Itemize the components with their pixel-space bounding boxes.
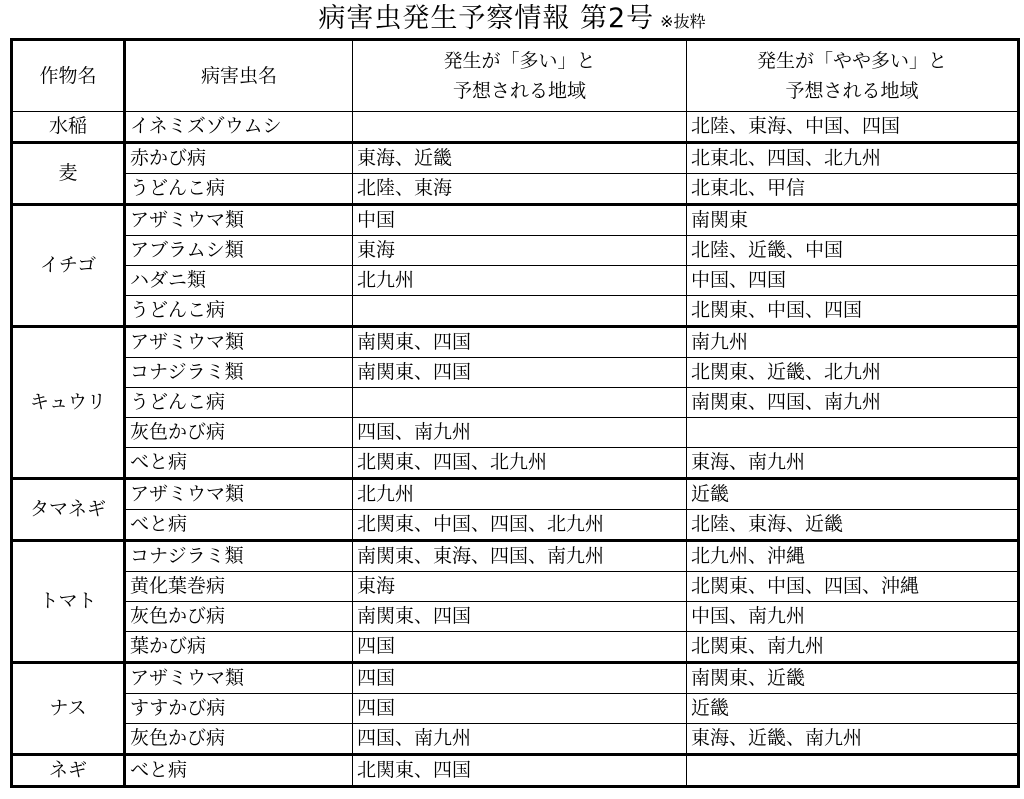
table-row [12, 724, 1019, 755]
pest-cell: べと病 [125, 755, 353, 787]
many-region-cell: 北関東、四国、北九州 [353, 448, 687, 479]
slightly-many-region-cell: 北東北、四国、北九州 [687, 143, 1019, 174]
pest-cell: ハダニ類 [125, 266, 353, 296]
crop-cell: トマト [12, 541, 125, 663]
table-row [12, 327, 1019, 358]
many-region-cell: 中国 [353, 205, 687, 236]
slightly-many-region-cell: 近畿 [687, 479, 1019, 510]
table-row [12, 112, 1019, 143]
table-row [12, 510, 1019, 541]
many-region-cell: 北九州 [353, 266, 687, 296]
many-region-cell: 東海 [353, 236, 687, 266]
table-row [12, 205, 1019, 236]
slightly-many-region-cell: 南関東、近畿 [687, 663, 1019, 694]
table-row [12, 358, 1019, 388]
pest-cell: べと病 [125, 510, 353, 541]
pest-cell: 灰色かび病 [125, 602, 353, 632]
table-row [12, 541, 1019, 572]
header-many [353, 40, 687, 112]
many-region-cell: 北九州 [353, 479, 687, 510]
table-row [12, 266, 1019, 296]
slightly-many-region-cell: 中国、南九州 [687, 602, 1019, 632]
many-region-cell: 四国 [353, 663, 687, 694]
crop-cell: ネギ [12, 755, 125, 787]
pest-cell: アブラムシ類 [125, 236, 353, 266]
pest-cell: すすかび病 [125, 694, 353, 724]
crop-cell: 水稲 [12, 112, 125, 143]
table-row [12, 694, 1019, 724]
title-note: ※抜粋 [660, 12, 706, 31]
pest-cell: アザミウマ類 [125, 327, 353, 358]
slightly-many-region-cell: 北東北、甲信 [687, 174, 1019, 205]
header-pest: 病害虫名 [125, 40, 353, 112]
crop-cell: ナス [12, 663, 125, 755]
pest-cell: アザミウマ類 [125, 479, 353, 510]
many-region-cell: 南関東、東海、四国、南九州 [353, 541, 687, 572]
many-region-cell: 南関東、四国 [353, 358, 687, 388]
slightly-many-region-cell: 北関東、中国、四国、沖縄 [687, 572, 1019, 602]
pest-cell: うどんこ病 [125, 296, 353, 327]
table-row [12, 602, 1019, 632]
table-row [12, 572, 1019, 602]
slightly-many-region-cell: 東海、南九州 [687, 448, 1019, 479]
table-row [12, 418, 1019, 448]
table-row [12, 448, 1019, 479]
table-row [12, 236, 1019, 266]
many-region-cell: 南関東、四国 [353, 602, 687, 632]
title-row [0, 0, 1024, 38]
pest-cell: うどんこ病 [125, 174, 353, 205]
header-slightly-many-text: 発生が「やや多い」と 予想される地域 [756, 50, 947, 102]
many-region-cell: 東海、近畿 [353, 143, 687, 174]
slightly-many-region-cell: 南九州 [687, 327, 1019, 358]
many-region-cell [353, 296, 687, 327]
pest-forecast-table [10, 38, 1020, 788]
slightly-many-region-cell [687, 418, 1019, 448]
many-region-cell: 四国、南九州 [353, 724, 687, 755]
pest-cell: アザミウマ類 [125, 205, 353, 236]
crop-cell: 麦 [12, 143, 125, 205]
crop-cell: タマネギ [12, 479, 125, 541]
many-region-cell: 四国、南九州 [353, 418, 687, 448]
slightly-many-region-cell [687, 755, 1019, 787]
many-region-cell: 四国 [353, 632, 687, 663]
header-crop: 作物名 [12, 40, 125, 112]
slightly-many-region-cell: 北関東、中国、四国 [687, 296, 1019, 327]
pest-cell: 赤かび病 [125, 143, 353, 174]
header-many-text: 発生が「多い」と 予想される地域 [443, 50, 596, 102]
header-row [12, 40, 1019, 112]
table-row [12, 663, 1019, 694]
slightly-many-region-cell: 北関東、近畿、北九州 [687, 358, 1019, 388]
many-region-cell [353, 112, 687, 143]
table-row [12, 296, 1019, 327]
table-row [12, 479, 1019, 510]
crop-cell: イチゴ [12, 205, 125, 327]
many-region-cell: 東海 [353, 572, 687, 602]
table-row [12, 388, 1019, 418]
slightly-many-region-cell: 北九州、沖縄 [687, 541, 1019, 572]
pest-cell: 灰色かび病 [125, 418, 353, 448]
slightly-many-region-cell: 東海、近畿、南九州 [687, 724, 1019, 755]
slightly-many-region-cell: 北陸、東海、中国、四国 [687, 112, 1019, 143]
many-region-cell: 北関東、中国、四国、北九州 [353, 510, 687, 541]
pest-cell: 灰色かび病 [125, 724, 353, 755]
many-region-cell [353, 388, 687, 418]
table-row [12, 143, 1019, 174]
pest-cell: コナジラミ類 [125, 358, 353, 388]
slightly-many-region-cell: 南関東 [687, 205, 1019, 236]
many-region-cell: 北陸、東海 [353, 174, 687, 205]
table-row [12, 632, 1019, 663]
slightly-many-region-cell: 南関東、四国、南九州 [687, 388, 1019, 418]
pest-cell: イネミズゾウムシ [125, 112, 353, 143]
page-title: 病害虫発生予察情報 第2号 [318, 3, 655, 34]
slightly-many-region-cell: 北陸、近畿、中国 [687, 236, 1019, 266]
slightly-many-region-cell: 北陸、東海、近畿 [687, 510, 1019, 541]
table-row [12, 174, 1019, 205]
pest-cell: アザミウマ類 [125, 663, 353, 694]
header-slightly-many [687, 40, 1019, 112]
many-region-cell: 南関東、四国 [353, 327, 687, 358]
table-row [12, 755, 1019, 787]
slightly-many-region-cell: 近畿 [687, 694, 1019, 724]
pest-cell: うどんこ病 [125, 388, 353, 418]
pest-cell: コナジラミ類 [125, 541, 353, 572]
slightly-many-region-cell: 北関東、南九州 [687, 632, 1019, 663]
slightly-many-region-cell: 中国、四国 [687, 266, 1019, 296]
many-region-cell: 北関東、四国 [353, 755, 687, 787]
pest-cell: 葉かび病 [125, 632, 353, 663]
many-region-cell: 四国 [353, 694, 687, 724]
table-body [12, 112, 1019, 787]
pest-cell: 黄化葉巻病 [125, 572, 353, 602]
crop-cell: キュウリ [12, 327, 125, 479]
pest-cell: べと病 [125, 448, 353, 479]
